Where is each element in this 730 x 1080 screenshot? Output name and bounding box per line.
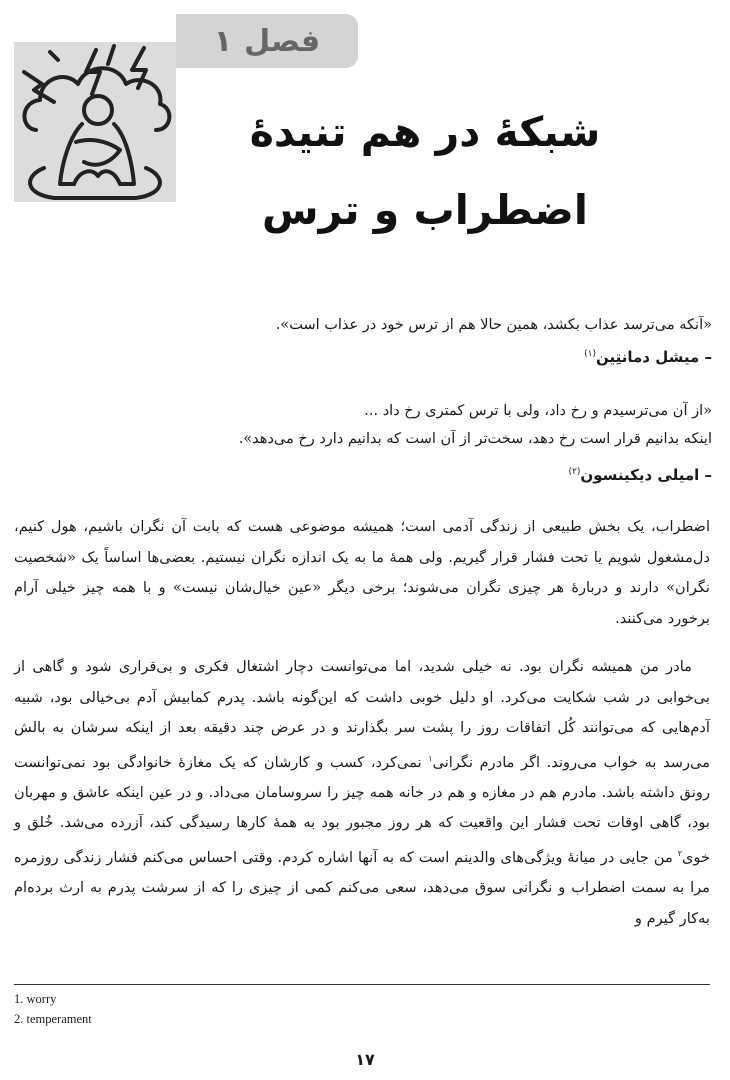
footnote: 1. worry <box>14 992 57 1006</box>
epigraph-quote: «آنکه می‌ترسد عذاب بکشد، همین حالا هم از ترس خود در عذاب است». <box>275 317 712 333</box>
chapter-title-line2: اضطراب و ترس <box>262 186 588 234</box>
footnote-divider <box>14 984 710 985</box>
epigraph-author <box>569 466 712 484</box>
chapter-number: ۱ <box>213 23 233 59</box>
chapter-icon <box>14 42 176 202</box>
body-paragraph: اضطراب، یک بخش طبیعی از زندگی آدمی است؛ همیشه موضوعی هست که بابت آن نگران باشیم، هول کنیم، دل‌مشغول شویم یا تحت فشار قرار گیریم. ولی همهٔ ما به یک اندازه نگران نیستیم. بعضی‌ها اساساً یک «شخصیت نگران» دارند و دربارهٔ هر چیزی نگران می‌شوند؛ برخی دیگر «عین خیال‌شان نیست» و با همه چیز خیلی آرام برخورد می‌کنند. <box>14 518 710 627</box>
paragraph-text: نمی‌کرد، کسب و کارشان که یک مغازهٔ خانوادگی بود نمی‌توانست رونق داشته باشد. مادرم هم در مغازه و هم در خانه همه چیز را سروسامان می‌داد. و در عین اینکه عاشق و مهربان بود، گاهی اوقات تحت فشار این واقعیت که هر روز مجبور بود به همهٔ کارها رسیدگی کند، آزرده می‌شد. خُلق و خوی <box>14 753 710 866</box>
chapter-title-line1: شبکهٔ در هم تنیدهٔ <box>249 108 601 156</box>
body-paragraph <box>14 652 710 934</box>
footnote-ref: ۲ <box>677 848 683 858</box>
page-number: ۱۷ <box>355 1050 375 1069</box>
chapter-label <box>176 14 358 68</box>
epigraph-author-name: – امیلی دیکینسون <box>580 466 712 484</box>
anxious-person-icon <box>14 42 176 202</box>
epigraph-author-name: – میشل دمانتِین <box>595 348 712 366</box>
chapter-label-text: فصل <box>244 23 321 59</box>
epigraph-author <box>584 348 712 366</box>
paragraph-text: مادر من همیشه نگران بود. نه خیلی شدید، اما می‌توانست دچار اشتغال فکری و بی‌قراری شود و گاهی از بی‌خوابی در شب شکایت می‌کرد. او دلیل خوبی داشت که این‌گونه باشد. پدرم کمابیش آدم بی‌خیالی بود، شبیه آدم‌هایی که می‌توانند کُل اتفاقات روز را پشت سر بگذارند و در عرض چند دقیقه بعد از اینکه سرشان به بالش می‌رسد به خواب می‌روند. اگر مادرم نگرانی <box>14 658 710 771</box>
epigraph-quote: «از آن می‌ترسیدم و رخ داد، ولی با ترس کمتری رخ داد ... <box>364 403 712 419</box>
footnote: 2. temperament <box>14 1012 92 1026</box>
footnote-ref: (۲) <box>568 467 581 477</box>
epigraph-quote: اینکه بدانیم قرار است رخ دهد، سخت‌تر از آن است که بدانیم دارد رخ می‌دهد». <box>238 431 712 447</box>
footnote-ref: ۱ <box>428 753 433 763</box>
footnote-ref: (۱) <box>584 349 596 359</box>
paragraph-text: من جایی در میانهٔ ویژگی‌های والدینم است که به آنها اشاره کردم. وقتی احساس می‌کنم فشار زندگی روزمره مرا به سمت اضطراب و نگرانی سوق می‌دهد، سعی می‌کنم کمی از چیزی را که از سرشت پدرم به ارث برده‌ام به‌کار گیرم و <box>14 848 710 927</box>
